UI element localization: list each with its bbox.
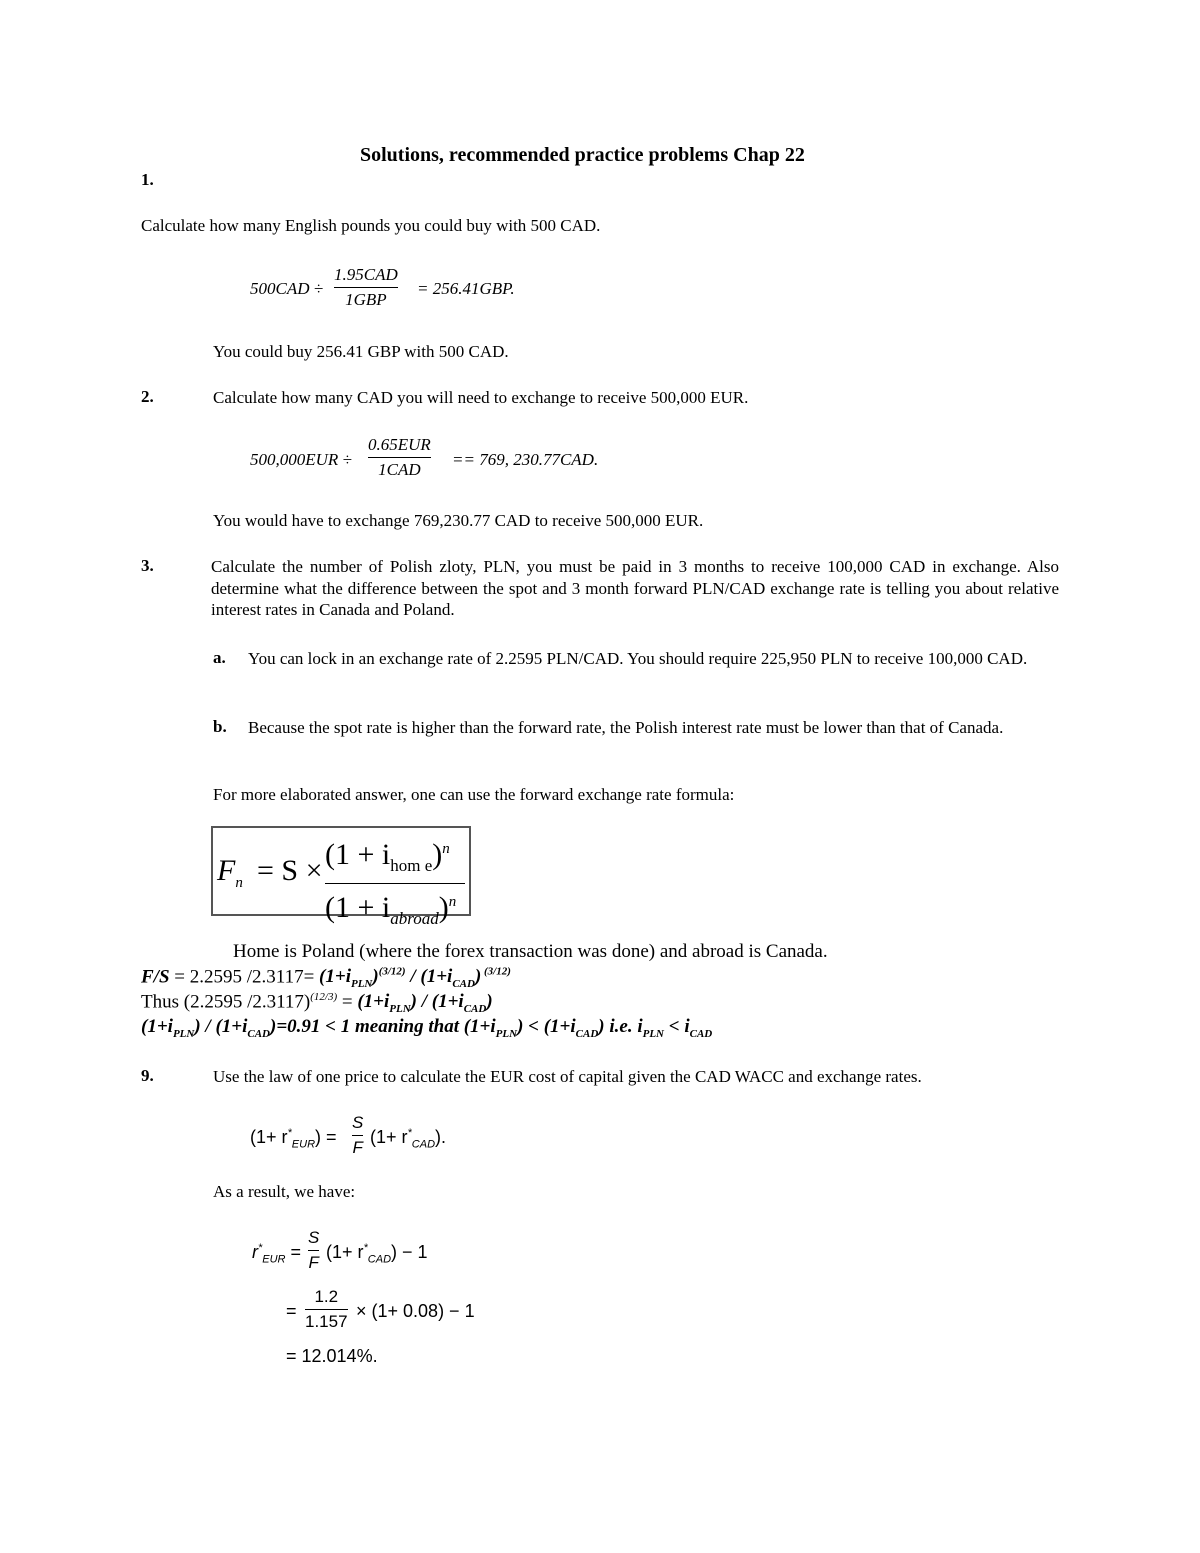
question-1-text: Calculate how many English pounds you could buy with 500 CAD. bbox=[141, 216, 601, 235]
q9-eq1-fraction-bar bbox=[352, 1135, 363, 1136]
q3-item-a-label: a. bbox=[213, 648, 226, 667]
q9-equation-3-eq: = bbox=[286, 1301, 297, 1321]
q1-fraction-denominator: 1GBP bbox=[345, 290, 387, 309]
q3-ratio-line-3: $(1+i_{PLN}) / (1+i_{CAD})=0.91 < 1$ meaning that $(1+i_{PLN}) < (1+i_{CAD})$ i.e. $i_{PLN} < i_{CAD}$ bbox=[141, 1016, 713, 1040]
q1-fraction-numerator: 1.95CAD bbox=[334, 265, 398, 284]
q1-answer: You could buy 256.41 GBP with 500 CAD. bbox=[213, 342, 509, 361]
q2-fraction-numerator: 0.65EUR bbox=[368, 435, 431, 454]
q3-home-line: Home is Poland (where the forex transaction was done) and abroad is Canada. bbox=[233, 941, 828, 962]
q9-eq1-denominator: F bbox=[352, 1138, 363, 1157]
page-title: Solutions, recommended practice problems Chap 22 bbox=[360, 144, 805, 166]
question-2-text: Calculate how many CAD you will need to exchange to receive 500,000 EUR. bbox=[213, 388, 749, 407]
formula-eq: = S × bbox=[257, 854, 323, 887]
formula-lhs: $F_n$ bbox=[217, 854, 243, 891]
q3-ratio-line-1: F/S = 2.2595 $/2.3117= (1+i_{PLN})^{(3/12)} / (1+i_{CAD})$ $^{(3/12)}$ bbox=[141, 966, 511, 991]
q9-eq2-fraction-bar bbox=[308, 1250, 319, 1251]
question-number-1: 1. bbox=[141, 170, 154, 189]
q9-eq1-numerator: S bbox=[352, 1113, 364, 1132]
q1-fraction-bar bbox=[334, 287, 398, 288]
q3-item-b-text: Because the spot rate is higher than the forward rate, the Polish interest rate must be lower than that of Canada. bbox=[248, 718, 1004, 737]
q9-equation-2-lhs: $r^*_{EUR}$ = bbox=[252, 1242, 302, 1266]
q3-more-text: For more elaborated answer, one can use the forward exchange rate formula: bbox=[213, 785, 735, 804]
question-number-3: 3. bbox=[141, 556, 154, 575]
q9-equation-3-rest: × (1+ 0.08) − 1 bbox=[356, 1301, 475, 1321]
q2-answer: You would have to exchange 769,230.77 CAD to receive 500,000 EUR. bbox=[213, 511, 704, 530]
q9-equation-1-fraction bbox=[352, 1113, 363, 1158]
q9-equation-2-rest: $(1+ r^*_{CAD}) - 1$ bbox=[326, 1242, 428, 1266]
q9-eq2-denominator: F bbox=[308, 1253, 319, 1272]
q9-eq3-fraction-bar bbox=[305, 1309, 348, 1310]
q3-ratio-line-2: Thus (2.2595 $/2.3117)^{(12/3)} = (1+i_{PLN}) / (1+i_{CAD})$ bbox=[141, 991, 493, 1016]
q1-equation-left: 500CAD ÷ bbox=[250, 279, 324, 298]
q9-equation-3-fraction bbox=[305, 1287, 348, 1332]
q2-equation-right: == 769, 230.77CAD. bbox=[452, 450, 599, 469]
formula-denominator: $(1 + i_{abroad})^n$ bbox=[325, 891, 457, 928]
q1-equation-fraction bbox=[334, 265, 398, 310]
q2-equation-left: 500,000EUR ÷ bbox=[250, 450, 352, 469]
formula-numerator: $(1 + i_{hom e})^n$ bbox=[325, 838, 450, 875]
q9-eq2-numerator: S bbox=[308, 1228, 320, 1247]
formula-fraction bbox=[325, 832, 465, 937]
q9-equation-1-right: $(1+ r^*_{CAD})$. bbox=[370, 1127, 447, 1151]
question-3-text: Calculate the number of Polish zloty, PLN, you must be paid in 3 months to receive 100,000 CAD in exchange. Also determine what the difference between the spot and 3 month forward PLN/CAD exchange rate is telling you about relative interest rates in Canada and Poland. bbox=[211, 557, 1059, 619]
q2-fraction-bar bbox=[368, 457, 431, 458]
question-number-2: 2. bbox=[141, 387, 154, 406]
q3-item-a-text: You can lock in an exchange rate of 2.2595 PLN/CAD. You should require 225,950 PLN to receive 100,000 CAD. bbox=[248, 649, 1028, 668]
question-9-text: Use the law of one price to calculate the EUR cost of capital given the CAD WACC and exchange rates. bbox=[213, 1067, 922, 1086]
q9-equation-4: = 12.014%. bbox=[286, 1346, 378, 1366]
forward-rate-formula-box bbox=[211, 826, 471, 928]
q9-equation-1-left: $(1+ r^*_{EUR})$ = bbox=[250, 1127, 337, 1151]
question-number-9: 9. bbox=[141, 1066, 154, 1085]
q2-equation-fraction bbox=[368, 435, 431, 480]
q1-equation-right: = 256.41GBP. bbox=[417, 279, 515, 298]
q9-as-result: As a result, we have: bbox=[213, 1182, 356, 1201]
q9-eq3-denominator: 1.157 bbox=[305, 1312, 348, 1331]
q9-eq3-numerator: 1.2 bbox=[314, 1287, 339, 1306]
q2-fraction-denominator: 1CAD bbox=[378, 460, 421, 479]
q9-equation-2-fraction bbox=[308, 1228, 319, 1273]
q3-item-b-label: b. bbox=[213, 717, 227, 736]
